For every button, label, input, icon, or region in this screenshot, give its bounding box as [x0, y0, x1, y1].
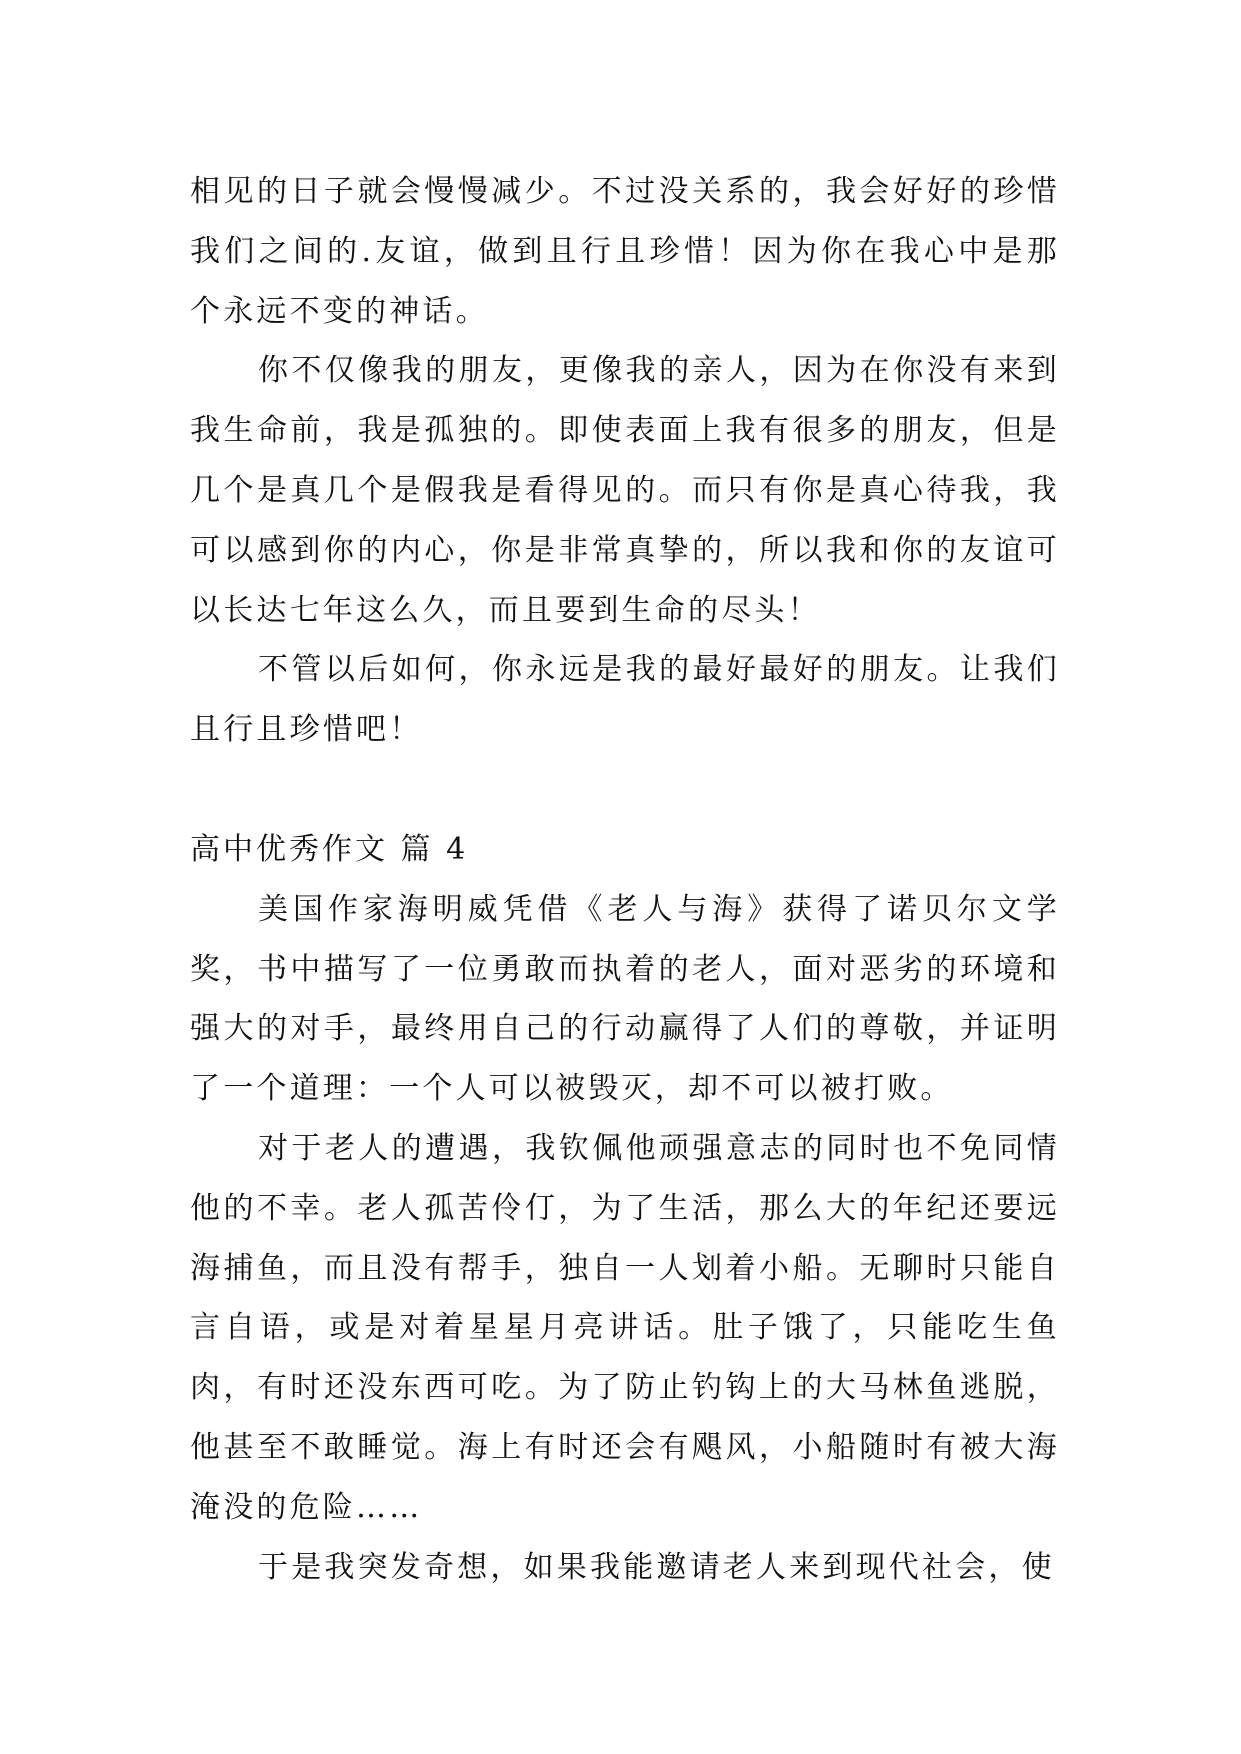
paragraph-friend-like-family: 你不仅像我的朋友，更像我的亲人，因为在你没有来到我生命前，我是孤独的。即使表面上我有很多的朋友，但是几个是真几个是假我是看得见的。而只有你是真心待我，我可以感到你的内心，你是非常真挚的，所以我和你的友谊可以长达七年这么久，而且要到生命的尽头！	[190, 353, 1060, 628]
section-heading: 高中优秀作文 篇 4	[190, 831, 469, 867]
paragraph-friendship-ending: 相见的日子就会慢慢减少。不过没关系的，我会好好的珍惜我们之间的.友谊，做到且行且珍惜！因为你在我心中是那个永远不变的神话。	[190, 174, 1060, 329]
paragraph-best-friend-forever: 不管以后如何，你永远是我的最好最好的朋友。让我们且行且珍惜吧！	[190, 652, 1060, 748]
paragraph-old-man-and-sea-intro: 美国作家海明威凭借《老人与海》获得了诺贝尔文学奖，书中描写了一位勇敢而执着的老人，面对恶劣的环境和强大的对手，最终用自己的行动赢得了人们的尊敬，并证明了一个道理：一个人可以被毁灭，却不可以被打败。	[190, 891, 1060, 1107]
section-spacer	[190, 760, 1060, 820]
document-body	[190, 162, 1060, 1597]
paragraph-invitation-idea: 于是我突发奇想，如果我能邀请老人来到现代社会，使	[258, 1549, 1055, 1585]
paragraph-old-man-hardships: 对于老人的遭遇，我钦佩他顽强意志的同时也不免同情他的不幸。老人孤苦伶仃，为了生活，那么大的年纪还要远海捕鱼，而且没有帮手，独自一人划着小船。无聊时只能自言自语，或是对着星星月亮讲话。肚子饿了，只能吃生鱼肉，有时还没东西可吃。为了防止钓钩上的大马林鱼逃脱，他甚至不敢睡觉。海上有时还会有飓风，小船随时有被大海淹没的危险……	[190, 1130, 1060, 1525]
